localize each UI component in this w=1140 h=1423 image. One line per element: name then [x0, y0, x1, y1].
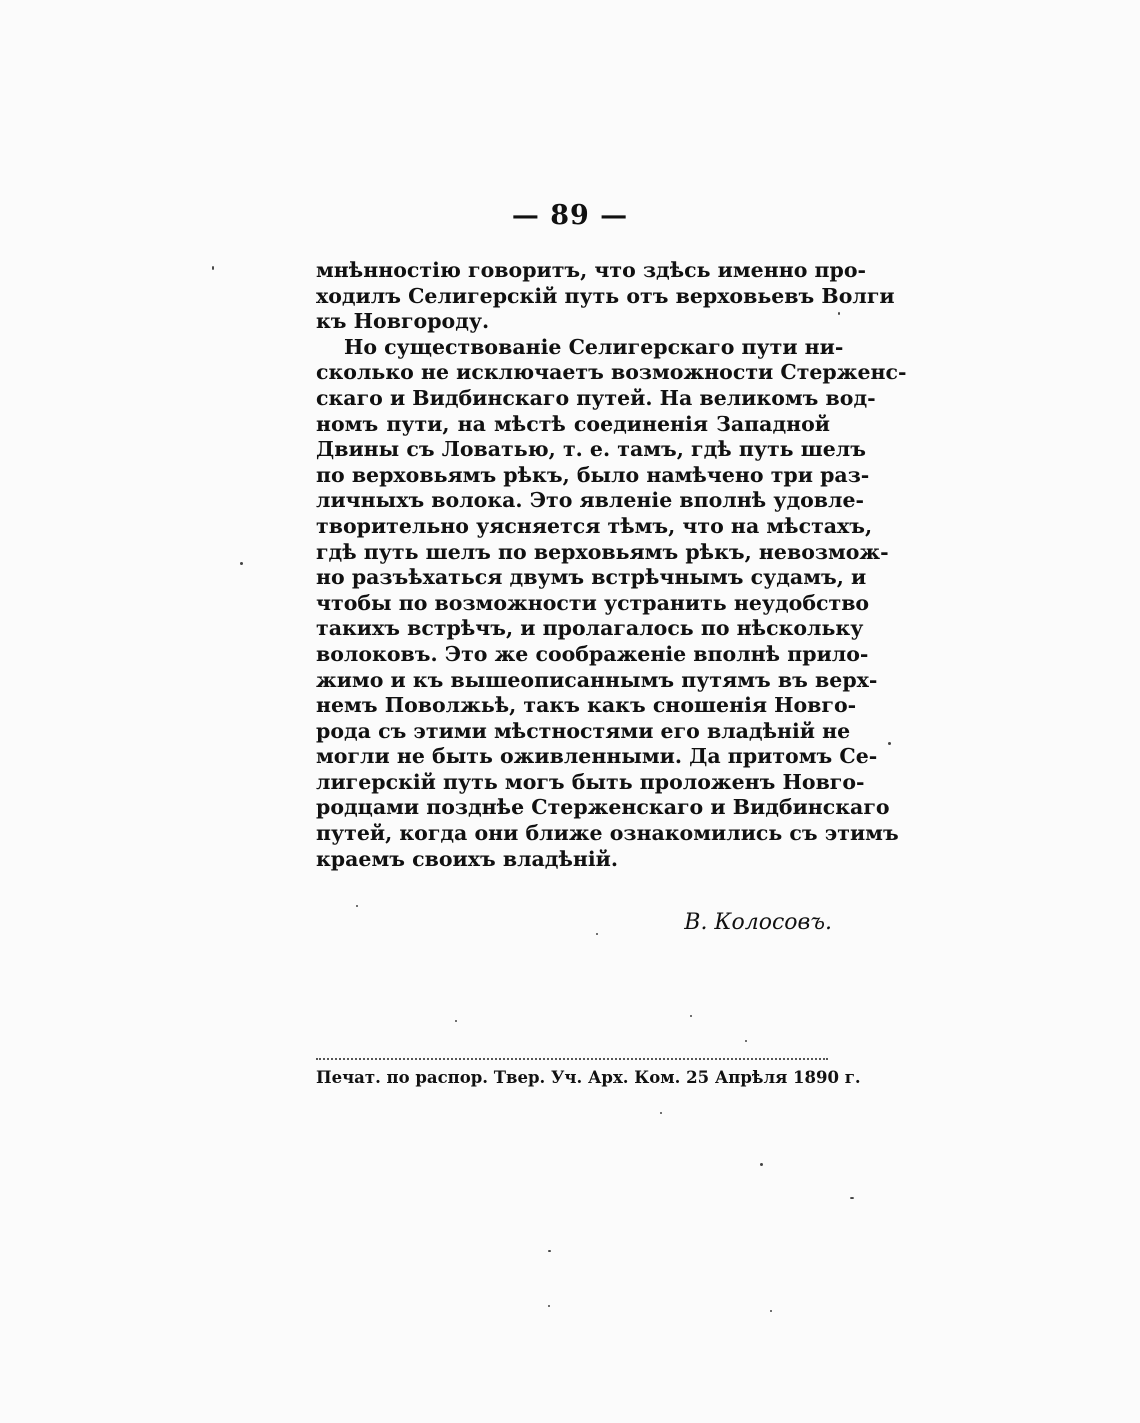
- scan-speck: [548, 1305, 550, 1307]
- scan-speck: [770, 1310, 772, 1312]
- text-line: волоковъ. Это же соображеніе вполнѣ прило-: [316, 641, 869, 666]
- scan-speck: [888, 742, 891, 745]
- text-line: Двины съ Ловатью, т. е. тамъ, гдѣ путь шелъ: [316, 437, 866, 462]
- scan-speck: [660, 1112, 662, 1114]
- text-line: жимо и къ вышеописаннымъ путямъ въ верх-: [316, 667, 878, 692]
- scan-speck: [745, 1040, 747, 1042]
- text-line: но разъѣхаться двумъ встрѣчнымъ судамъ, и: [316, 565, 867, 590]
- scan-speck: [760, 1163, 763, 1166]
- body-text: [316, 258, 907, 872]
- text-line: къ Новгороду.: [316, 309, 490, 334]
- text-line: могли не быть оживленными. Да притомъ Се-: [316, 744, 878, 769]
- text-line: Но существованіе Селигерскаго пути ни-: [344, 334, 844, 359]
- scan-speck: [596, 933, 598, 935]
- text-line: рода съ этими мѣстностями его владѣній не: [316, 718, 851, 743]
- scan-speck: [356, 905, 358, 907]
- author-signature: В. Колосовъ.: [684, 910, 832, 935]
- text-line: личныхъ волока. Это явленіе вполнѣ удовле-: [316, 488, 865, 513]
- dotted-divider: [316, 1058, 828, 1060]
- imprint-line: Печат. по распор. Твер. Уч. Арх. Ком. 25 Апрѣля 1890 г.: [316, 1068, 861, 1087]
- text-line: номъ пути, на мѣстѣ соединенія Западной: [316, 411, 830, 436]
- text-line: немъ Поволжьѣ, такъ какъ сношенія Новго-: [316, 693, 857, 718]
- scan-speck: [548, 1250, 551, 1252]
- text-line: лигерскій путь могъ быть проложенъ Новго-: [316, 769, 865, 794]
- text-line: гдѣ путь шелъ по верховьямъ рѣкъ, невозмож-: [316, 539, 889, 564]
- scan-speck: [240, 562, 243, 565]
- text-line: ходилъ Селигерскій путь отъ верховьевъ Волги: [316, 283, 895, 308]
- scan-speck: [455, 1020, 457, 1022]
- text-line: такихъ встрѣчъ, и пролагалось по нѣскольку: [316, 616, 864, 641]
- text-line: чтобы по возможности устранить неудобство: [316, 590, 870, 615]
- text-line: путей, когда они ближе ознакомились съ этимъ: [316, 821, 899, 846]
- text-line: родцами позднѣе Стерженскаго и Видбинскаго: [316, 795, 890, 820]
- page-number: — 89 —: [511, 200, 629, 231]
- text-line: мнѣнностію говоритъ, что здѣсь именно про-: [316, 258, 867, 282]
- text-line: по верховьямъ рѣкъ, было намѣчено три раз-: [316, 462, 870, 487]
- text-line: сколько не исключаетъ возможности Стерженс-: [316, 360, 907, 385]
- scan-speck: [212, 266, 214, 270]
- scan-speck: [690, 1015, 692, 1017]
- text-line: краемъ своихъ владѣній.: [316, 846, 619, 871]
- scan-speck: [850, 1197, 854, 1199]
- text-line: творительно уясняется тѣмъ, что на мѣстахъ,: [316, 513, 873, 538]
- scan-speck: [838, 312, 840, 315]
- text-line: скаго и Видбинскаго путей. На великомъ вод-: [316, 385, 876, 410]
